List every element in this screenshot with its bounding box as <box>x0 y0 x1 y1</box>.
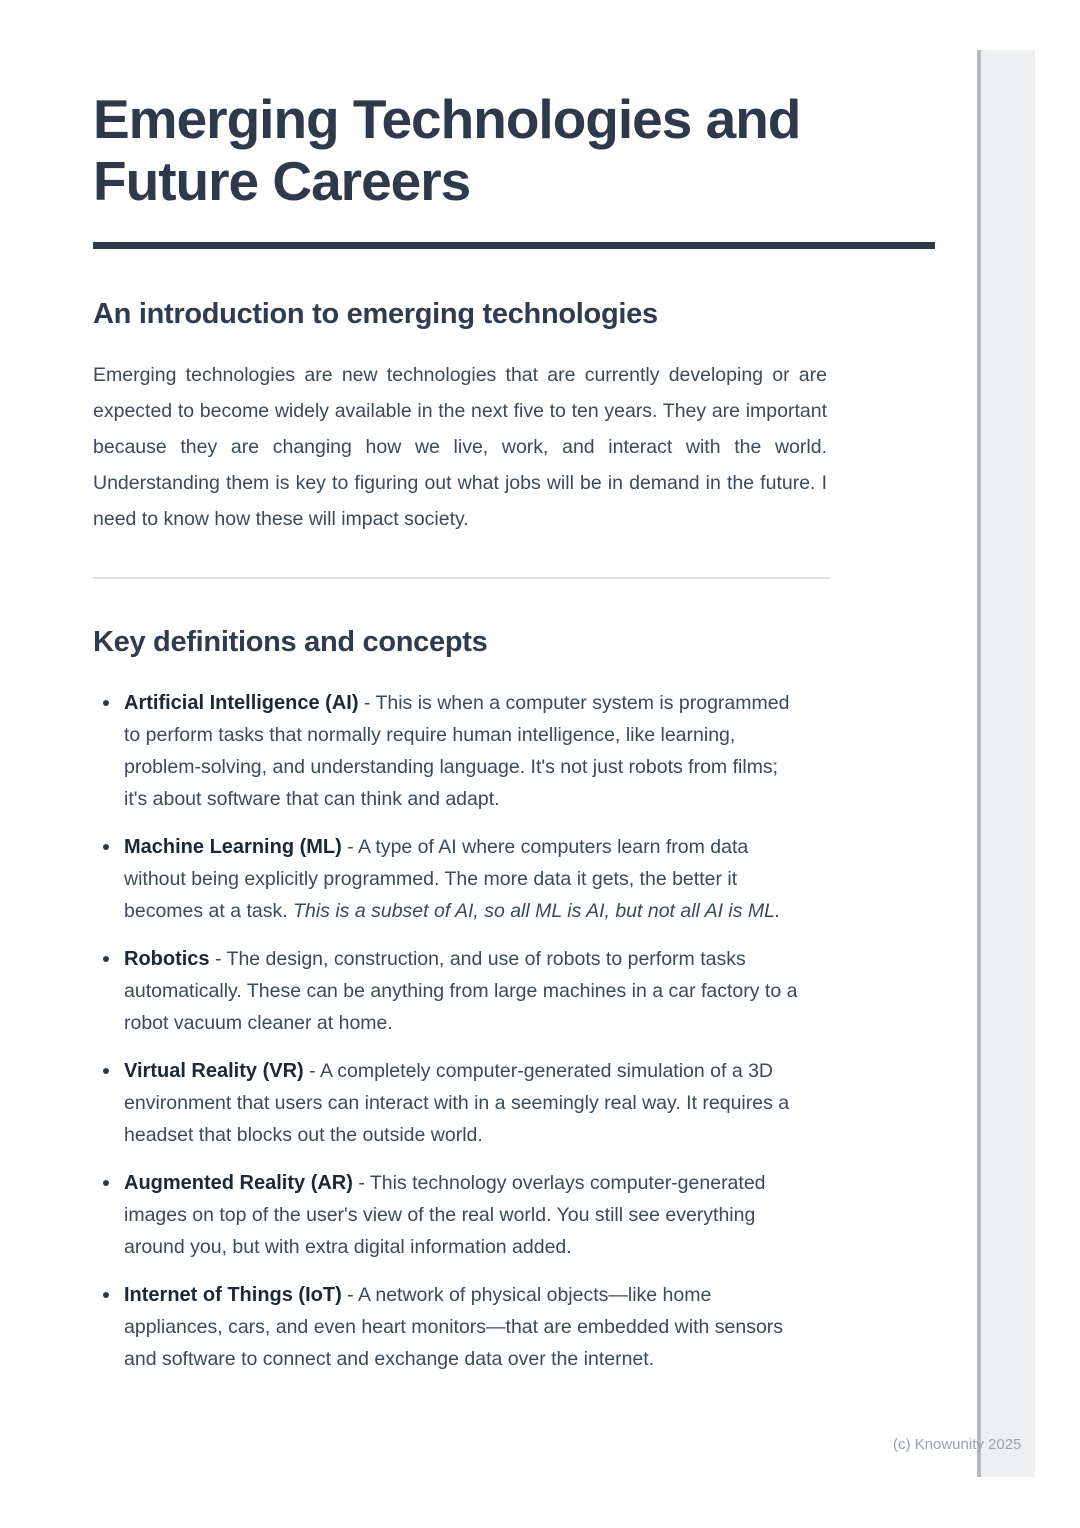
definition-text: - A type of AI where computers learn from data without being explicitly programmed. The more data it gets, the better it becomes at a task. <box>124 836 749 922</box>
page-title-line-1: Emerging Technologies and <box>93 88 801 150</box>
section-heading-definitions: Key definitions and concepts <box>93 626 488 658</box>
definition-term: Artificial Intelligence (AI) <box>124 692 359 714</box>
definition-term: Virtual Reality (VR) <box>124 1060 304 1082</box>
page-title-line-2: Future Careers <box>93 150 471 212</box>
definitions-list <box>93 687 805 1375</box>
definition-text: - A network of physical objects—like home appliances, cars, and even heart monitors—that are embedded with sensors and software to connect and exchange data over the internet. <box>124 1284 784 1370</box>
definition-text: - This technology overlays computer-generated images on top of the user's view of the real world. You still see everything around you, but with extra digital information added. <box>124 1172 766 1258</box>
title-divider-rule <box>93 242 935 249</box>
list-item-robotics <box>93 943 805 1039</box>
definition-term: Internet of Things (IoT) <box>124 1284 342 1306</box>
list-item-artificial-intelligence <box>93 687 805 815</box>
definition-text: - This is when a computer system is programmed to perform tasks that normally require human intelligence, like learning, problem-solving, and understanding language. It's not just robots from films; it's about software that can think and adapt. <box>124 692 790 810</box>
list-item-augmented-reality <box>93 1167 805 1263</box>
definition-note: This is a subset of AI, so all ML is AI, but not all AI is ML. <box>293 900 781 922</box>
definition-term: Augmented Reality (AR) <box>124 1172 353 1194</box>
section-divider <box>93 577 830 579</box>
definition-term: Machine Learning (ML) <box>124 836 342 858</box>
definition-text: - A completely computer-generated simulation of a 3D environment that users can interact with in a seemingly real way. It requires a headset that blocks out the outside world. <box>124 1060 790 1146</box>
list-item-virtual-reality <box>93 1055 805 1151</box>
next-page-edge-bar <box>977 50 1035 1477</box>
definition-text: - The design, construction, and use of robots to perform tasks automatically. These can be anything from large machines in a car factory to a robot vacuum cleaner at home. <box>124 948 798 1034</box>
page-title <box>93 88 938 212</box>
introduction-paragraph: Emerging technologies are new technologies that are currently developing or are expected to become widely available in the next five to ten years. They are important because they are changing how we live, work, and interact with the world. Understanding them is key to figuring out what jobs will be in demand in the future. I need to know how these will impact society. <box>93 364 827 530</box>
list-item-internet-of-things <box>93 1279 805 1375</box>
document-content <box>93 0 938 1391</box>
list-item-machine-learning <box>93 831 805 927</box>
section-heading-introduction: An introduction to emerging technologies <box>93 298 658 330</box>
watermark: (c) Knowunity 2025 <box>893 1436 1022 1453</box>
definition-term: Robotics <box>124 948 210 970</box>
